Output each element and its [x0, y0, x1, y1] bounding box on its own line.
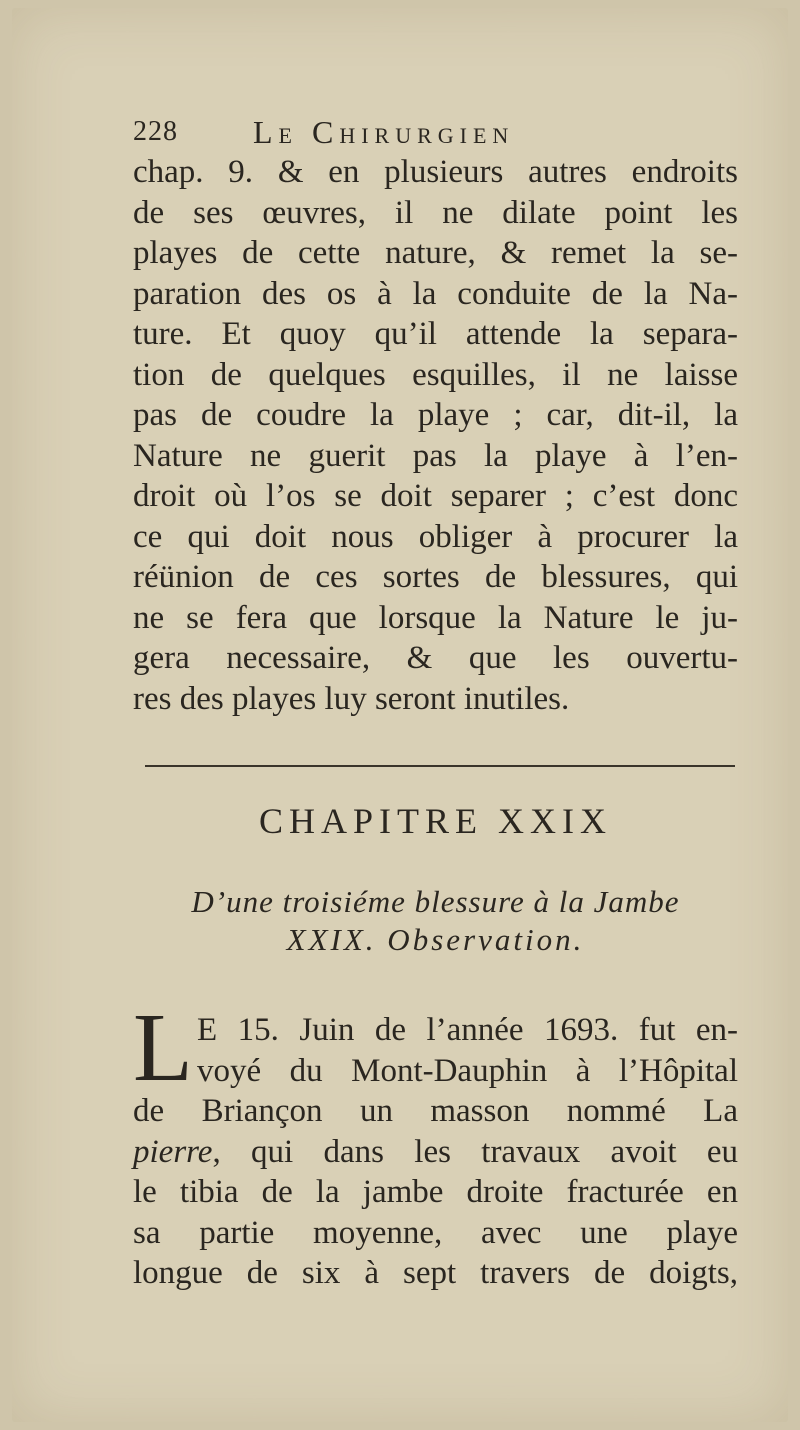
- text-line: chap. 9. & en plusieurs autres endroits: [133, 154, 738, 190]
- chapter-body: [133, 1010, 738, 1294]
- text-line: [133, 1091, 738, 1132]
- text-line: réünion de ces sortes de blessures, qui: [133, 559, 738, 595]
- patient-name: pierre: [133, 1133, 213, 1170]
- text-line: Nature ne guerit pas la playe à l’en-: [133, 437, 738, 474]
- chapter-title: CHAPITRE XXIX: [259, 801, 612, 841]
- text-line: playes de cette nature, & remet la se-: [133, 235, 738, 271]
- text-line: [133, 1132, 738, 1173]
- text-line: longue de six à sept travers de doigts,: [133, 1255, 738, 1291]
- continued-text: [133, 152, 738, 719]
- text-line: ce qui doit nous obliger à procurer la: [133, 518, 738, 555]
- text-line: paration des os à la conduite de la Na-: [133, 275, 738, 312]
- chapter-subtitle-line2: XXIX. Observation.: [286, 922, 585, 957]
- text-line: res des playes luy seront inutiles.: [133, 680, 570, 717]
- chapter-subtitle-line1: D’une troisiéme blessure à la Jambe: [191, 884, 680, 919]
- text-line: tion de quelques esquilles, il ne laisse: [133, 356, 738, 393]
- running-head-title: Le Chirurgien: [253, 114, 515, 150]
- text-line: ture. Et quoy qu’il attende la separa-: [133, 316, 738, 352]
- running-header: [133, 116, 738, 154]
- text-line: droit où l’os se doit separer ; c’est donc: [133, 478, 738, 514]
- text-line: voyé du Mont-Dauphin à l’Hôpital: [197, 1052, 738, 1089]
- text-line: ne se fera que lorsque la Nature le ju-: [133, 599, 738, 636]
- section-divider: [145, 765, 735, 767]
- drop-cap: L: [133, 994, 193, 1102]
- text-fragment: , qui dans les travaux avoit eu: [212, 1133, 738, 1170]
- page-number: 228: [133, 116, 178, 147]
- text-line: le tibia de la jambe droite fracturée en: [133, 1174, 738, 1210]
- text-line: E 15. Juin de l’année 1693. fut en-: [197, 1012, 738, 1048]
- text-line: gera necessaire, & que les ouvertu-: [133, 640, 738, 676]
- text-line: pas de coudre la playe ; car, dit-il, la: [133, 397, 738, 433]
- text-line: sa partie moyenne, avec une playe: [133, 1214, 738, 1251]
- text-line: de ses œuvres, il ne dilate point les: [133, 194, 738, 231]
- text-fragment: de Briançon un masson nommé La: [133, 1093, 738, 1129]
